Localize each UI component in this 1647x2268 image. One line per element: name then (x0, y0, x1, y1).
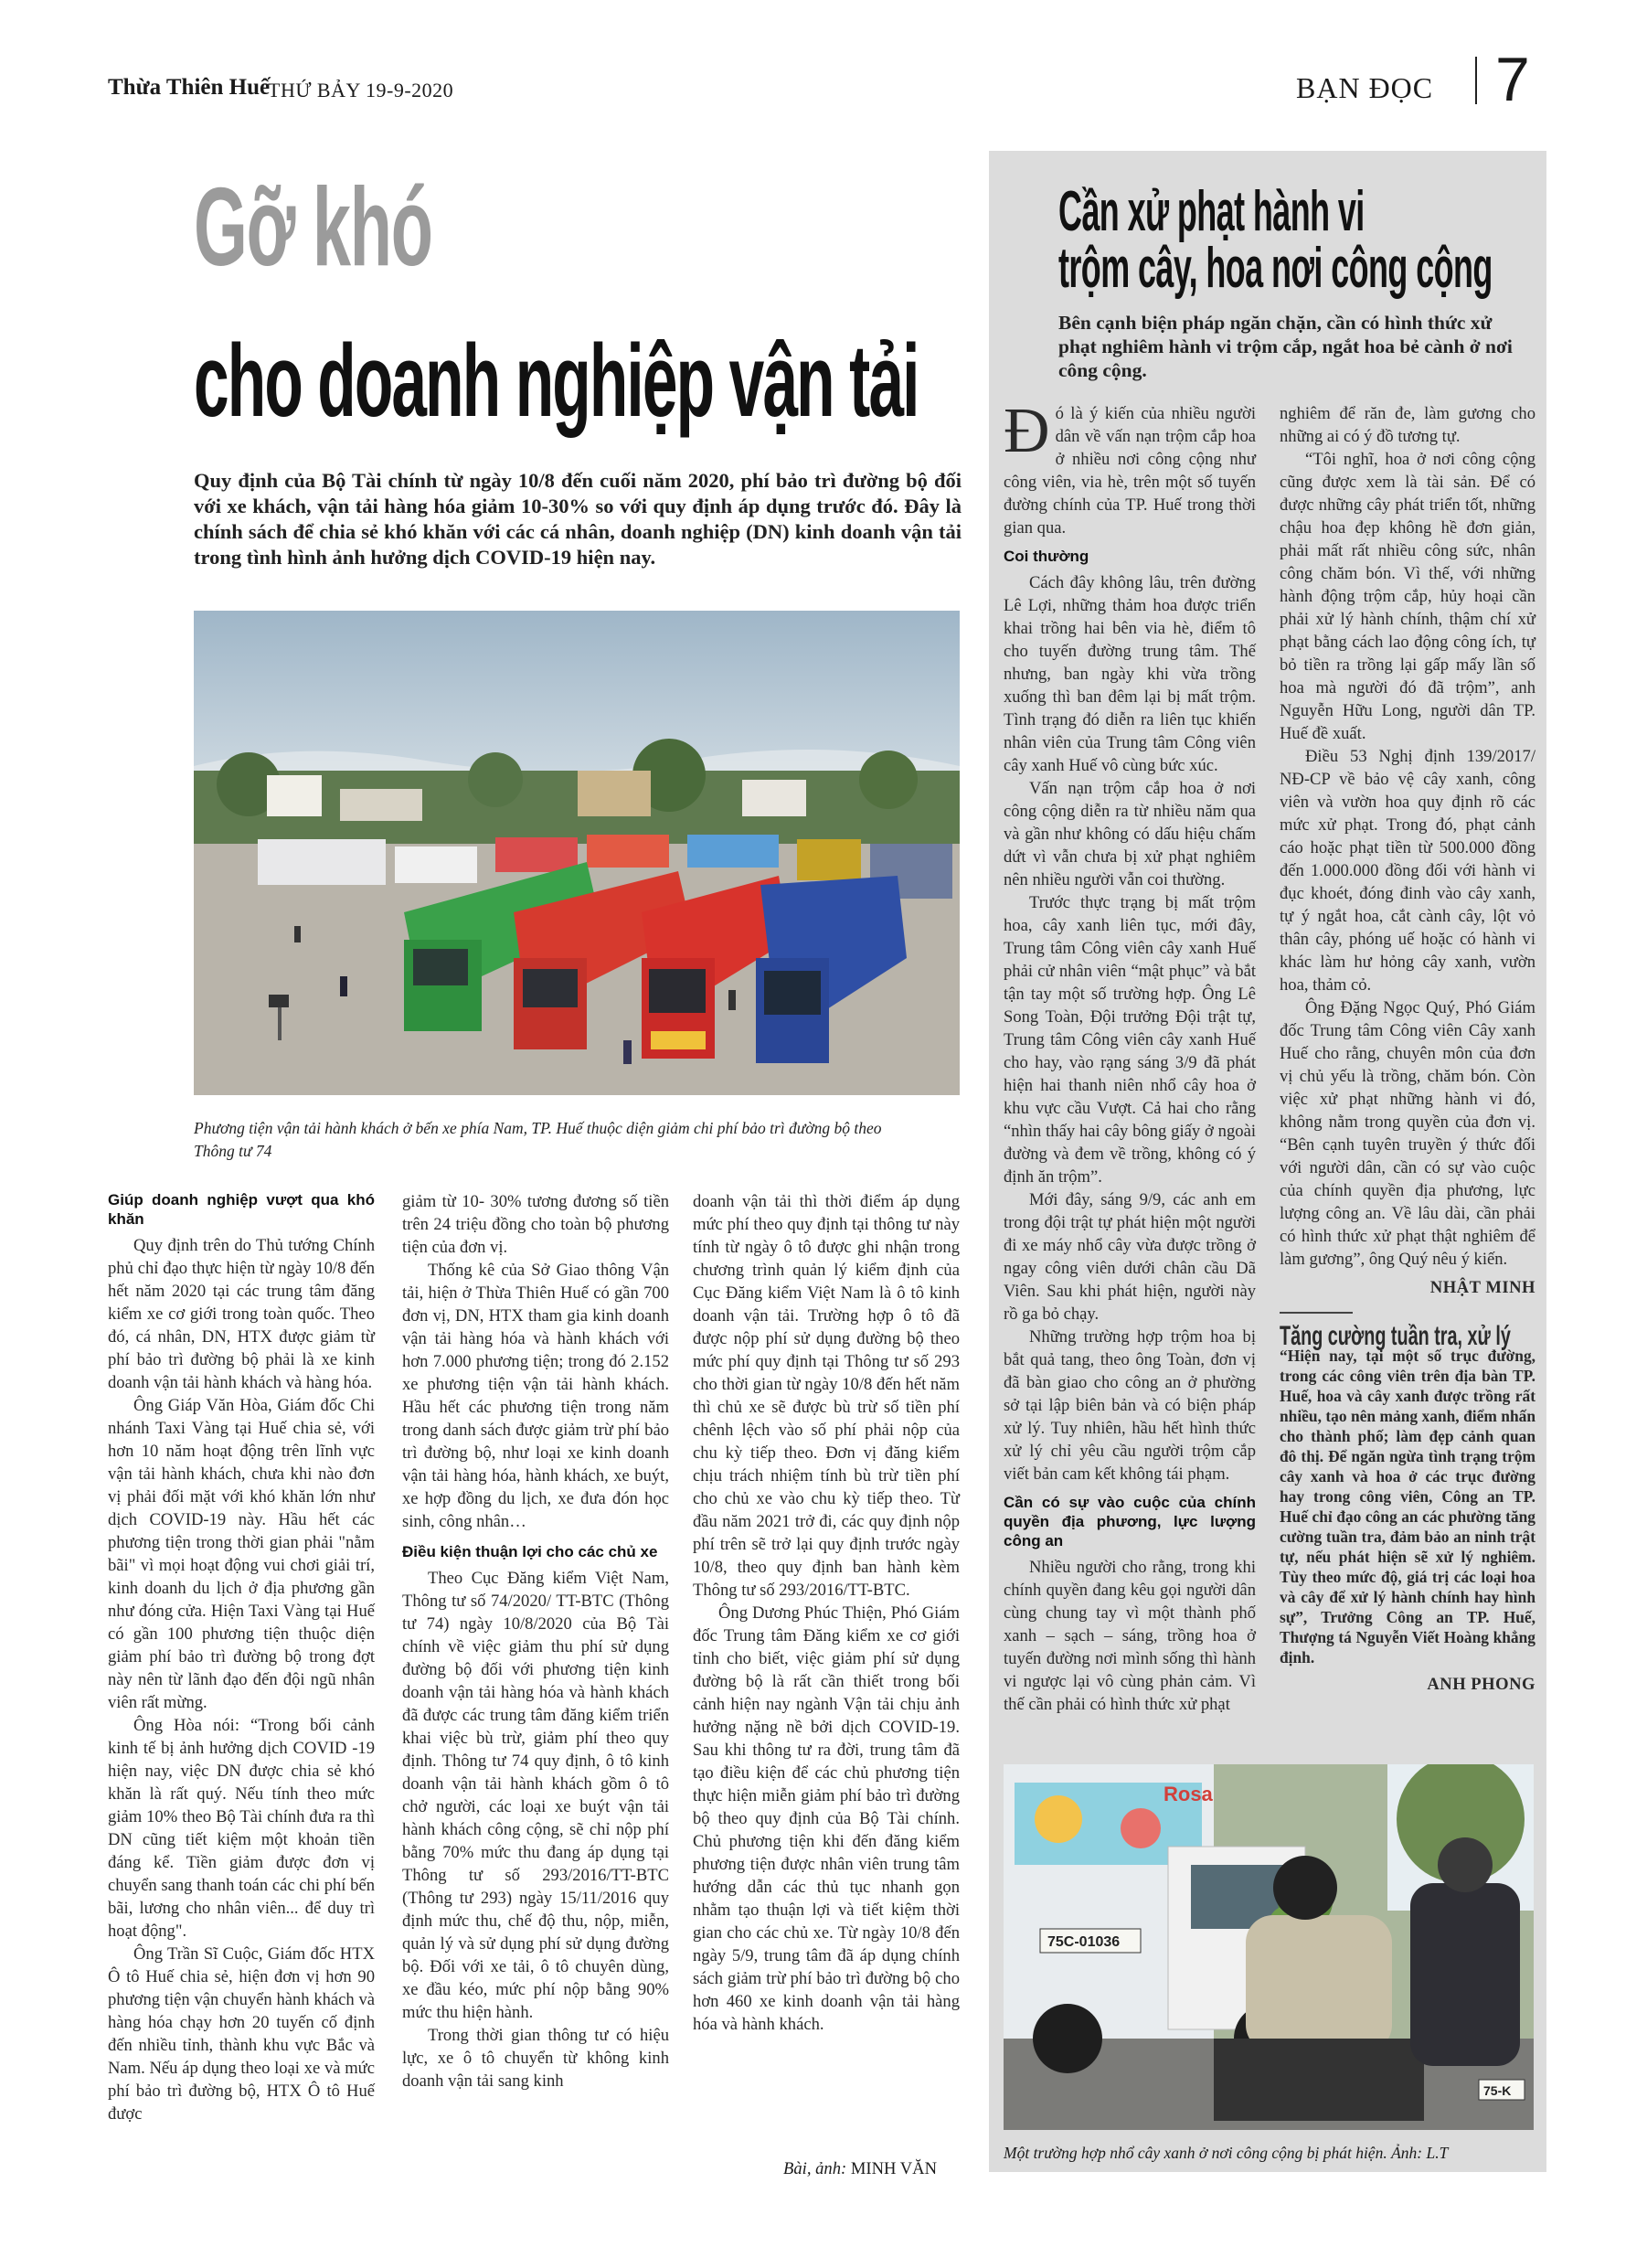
paragraph: Quy định trên do Thủ tướng Chính phủ chỉ đạo thực hiện từ ngày 10/8 đến hết năm 2020 tại các trung tâm đăng kiểm xe cơ giới trong toàn quốc. Theo đó, cá nhân, DN, HTX được giảm từ phí bảo trì đường bộ phải là xe kinh doanh vận tải hành khách và hàng hóa. (108, 1236, 375, 1392)
side-column-2 (1280, 402, 1535, 1696)
moto-plate-text: 75-K (1483, 2083, 1512, 2098)
main-column-2 (402, 1190, 669, 2092)
side-lead: Bên cạnh biện pháp ngăn chặn, cần có hình thức xử phạt nghiêm hành vi trộm cắp, ngắt hoa bẻ cành ở nơi công cộng. (1058, 312, 1513, 381)
paragraph: Trước thực trạng bị mất trộm hoa, cây xanh liên tục, mới đây, Trung tâm Công viên cây xanh Huế phải cử nhân viên “mật phục” và bắt tận tay một số trường hợp. Ông Lê Song Toàn, Đội trưởng Đội trật tự, Trung tâm Công viên cây xanh Huế cho hay, vào rạng sáng 3/9 đã phát hiện hai thanh niên nhổ cây hoa ở khu vực cầu Vượt. Cả hai cho rằng “nhìn thấy hai cây bông giấy ở ngoài đường và đem về trồng, không có ý định ăn trộm”. (1004, 893, 1256, 1187)
side-headline-line2: trộm cây, hoa nơi công cộng (1058, 237, 1493, 300)
credit-name: MINH VĂN (850, 2159, 938, 2178)
author-anh-phong: ANH PHONG (1427, 1675, 1535, 1694)
main-lead: Quy định của Bộ Tài chính từ ngày 10/8 đến cuối năm 2020, phí bảo trì đường bộ đối với xe khách, vận tải hàng hóa giảm 10-30% so với quy định áp dụng trước đó. Đây là chính sách để chia sẻ khó khăn với các cá nhân, doanh nghiệp (DN) kinh doanh vận tải trong tình hình ảnh hưởng dịch COVID-19 hiện nay. (194, 469, 962, 569)
subhead-local-authorities: Cần có sự vào cuộc của chính quyền địa phương, lực lượng công an (1004, 1494, 1256, 1549)
subhead-support-businesses: Giúp doanh nghiệp vượt qua khó khăn (108, 1191, 375, 1228)
page-number: 7 (1495, 45, 1530, 114)
paragraph: Vấn nạn trộm cắp hoa ở nơi công cộng diễn ra từ nhiều năm qua và gần như không có dấu hiệu chấm dứt vì vẫn chưa bị xử phạt nghiêm nên nhiều người vẫn coi thường. (1004, 779, 1256, 889)
paragraph: Thống kê của Sở Giao thông Vận tải, hiện ở Thừa Thiên Huế có gần 700 đơn vị, DN, HTX tham gia kinh doanh vận tải hàng hóa và hành khách với hơn 7.000 phương tiện; trong đó 2.152 xe phương tiện vận tải hành khách. Hầu hết các phương tiện trong năm trong danh sách được giảm trừ phí bảo trì đường bộ, như loại xe kinh doanh vận tải hàng hóa, hành khách, xe buýt, xe hợp đồng du lịch, xe đưa đón học sinh, công nhân… (402, 1261, 669, 1531)
paragraph: Nhiều người cho rằng, trong khi chính quyền đang kêu gọi người dân cùng chung tay vì một thành phố xanh – sạch – sáng, trồng hoa ở tuyến đường nơi mình sống thì hành vi ngược lại vô cùng phản cảm. Vì thế cần phải có hình thức xử phạt (1004, 1558, 1256, 1714)
publication-name: Thừa Thiên Huế (108, 75, 271, 100)
main-article-credit (783, 2159, 937, 2179)
paragraph: doanh vận tải thì thời điểm áp dụng mức phí theo quy định tại thông tư này tính từ ngày ô tô được ghi nhận trong chương trình quản lý kiểm định của Cục Đăng kiểm Việt Nam là ô tô kinh doanh vận tải. Trường hợp ô tô đã được nộp phí sử dụng đường bộ theo mức phí quy định tại Thông tư số 293 cho thời gian từ ngày 10/8 đến hết năm thì chủ xe sẽ được bù trừ số tiền phí chênh lệch vào số phí phải nộp của chu kỳ tiếp theo. Đơn vị đăng kiểm chịu trách nhiệm tính bù trừ tiền phí cho chủ xe vào chu kỳ tiếp theo. Từ đầu năm 2021 trở đi, các quy định nộp phí trên sẽ trở lại quy định trước ngày 10/8, theo quy định ban hành kèm Thông tư số 293/2016/TT-BTC. (693, 1192, 960, 1600)
tree-theft-photo-caption: Một trường hợp nhổ cây xanh ở nơi công cộng bị phát hiện. Ảnh: L.T (1004, 2144, 1449, 2162)
side-headline-line1: Cần xử phạt hành vi (1058, 180, 1365, 243)
credit-label: Bài, ảnh: (783, 2159, 847, 2178)
bus-station-photo (194, 611, 960, 1095)
paragraph: Trong thời gian thông tư có hiệu lực, xe ô tô chuyển từ không kinh doanh vận tải sang kinh (402, 2026, 669, 2091)
section-name: BẠN ĐỌC (1296, 71, 1434, 104)
paragraph: giảm từ 10- 30% tương đương số tiền trên 24 triệu đồng cho toàn bộ phương tiện của đơn vị. (402, 1192, 669, 1257)
paragraph: Ông Giáp Văn Hòa, Giám đốc Chi nhánh Taxi Vàng tại Huế chia sẻ, với hơn 10 năm hoạt động trên lĩnh vực vận tải hành khách, chưa khi nào đơn vị phải đối mặt với khó khăn lớn như dịch COVID-19 này. Hầu hết các phương tiện trong thời gian phải "nằm bãi" vì mọi hoạt động vui chơi giải trí, kinh doanh du lịch ở địa phương gần như đóng cửa. Hiện Taxi Vàng tại Huế có gần 100 phương tiện thuộc diện giảm phí bảo trì đường bộ trong đợt này nên từ lãnh đạo đến đội ngũ nhân viên rất mừng. (108, 1396, 375, 1712)
issue-date: THỨ BẢY 19-9-2020 (268, 79, 454, 101)
main-column-1 (108, 1190, 375, 2125)
paragraph: Điều 53 Nghị định 139/2017/ NĐ-CP về bảo vệ cây xanh, công viên và vườn hoa quy định rõ các mức xử phạt. Trong đó, phạt cảnh cáo hoặc phạt tiền từ 500.000 đồng đến 1.000.000 đồng đối với hành vi đục khoét, đóng đinh vào cây xanh, tự ý ngắt hoa, cắt cành cây, lột vỏ thân cây, phóng uế hoặc có hành vi khác làm hư hỏng cây xanh, vườn hoa, thảm cỏ. (1280, 747, 1535, 995)
main-headline-line1: Gỡ khó (194, 165, 432, 289)
truck-plate-text: 75C-01036 (1047, 1934, 1121, 1950)
side-column-1 (1004, 396, 1256, 1716)
paragraph: Cách đây không lâu, trên đường Lê Lợi, những thảm hoa được triển khai trồng hai bên via hè, điểm tô cho tuyến đường trung tâm. Thế nhưng, ban ngày khi vừa trồng xuống thì ban đêm lại bị mất trộm. Tình trạng đó diễn ra liên tục khiến nhân viên của Trung tâm Công viên cây xanh Huế vô cùng bức xúc. (1004, 573, 1256, 775)
paragraph: nghiêm để răn đe, làm gương cho những ai có ý đồ tương tự. (1280, 404, 1535, 446)
tree-theft-photo (1004, 1764, 1534, 2130)
truck-brand-text: Rosa (1164, 1783, 1213, 1805)
header-divider (1475, 57, 1477, 104)
box-headline: Tăng cường tuần tra, xử lý (1280, 1321, 1511, 1351)
paragraph: Ông Hòa nói: “Trong bối cảnh kinh tế bị ảnh hưởng dịch COVID -19 hiện nay, việc DN được chia sẻ khó khăn là rất quý. Nếu tính theo mức giảm 10% theo Bộ Tài chính đưa ra thì DN cũng tiết kiệm một khoản tiền đáng kể. Tiền giảm được đơn vị chuyển sang thanh toán các chi phí bến bãi, lương cho nhân viên... để duy trì hoạt động". (108, 1716, 375, 1941)
paragraph: Những trường hợp trộm hoa bị bắt quả tang, theo ông Toàn, đơn vị đã bàn giao cho công an ở phường sở tại lập biên bản và có biện pháp xử lý. Tuy nhiên, hầu hết hình thức xử lý chỉ yêu cầu người trộm cắp viết bản cam kết không tái phạm. (1004, 1327, 1256, 1484)
first-paragraph: Đó là ý kiến của nhiều người dân về vấn nạn trộm cắp hoa ở nhiều nơi công cộng như công viên, via hè, trên một số tuyến đường chính của TP. Huế trong thời gian qua. (1004, 396, 1256, 538)
bus-station-photo-caption: Phương tiện vận tải hành khách ở bến xe phía Nam, TP. Huế thuộc diện giảm chi phí bảo trì đường bộ theo Thông tư 74 (194, 1119, 882, 1160)
paragraph: Mới đây, sáng 9/9, các anh em trong đội trật tự phát hiện một người đi xe máy nhổ cây vừa được trồng ở ngay công viên dưới chân cầu Dã Viên. Sau khi phát hiện, người này rồ ga bỏ chạy. (1004, 1190, 1256, 1324)
divider (1280, 1312, 1353, 1314)
paragraph: Theo Cục Đăng kiểm Việt Nam, Thông tư số 74/2020/ TT-BTC (Thông tư 74) ngày 10/8/2020 của Bộ Tài chính về việc giảm thu phí sử dụng đường bộ đối với phương tiện kinh doanh vận tải hàng hóa và hành khách đã được các trung tâm đăng kiểm triển khai việc bù trừ, giảm phí theo quy định. Thông tư 74 quy định, ô tô kinh doanh vận tải hành khách gồm ô tô chở người, các loại xe buýt vận tải hành khách công cộng, sẽ chỉ nộp phí bằng 70% mức thu đang áp dụng tại Thông tư số 293/2016/TT-BTC (Thông tư 293) ngày 15/11/2016 quy định mức thu, chế độ thu, nộp, miễn, quản lý và sử dụng phí sử dụng đường bộ. Đối với xe tải, ô tô chuyên dùng, xe đầu kéo, mức phí nộp bằng 90% mức thu hiện hành. (402, 1569, 669, 2022)
paragraph: Ông Dương Phúc Thiện, Phó Giám đốc Trung tâm Đăng kiểm xe cơ giới tỉnh cho biết, việc giảm phí sử dụng đường bộ là rất cần thiết trong bối cảnh hiện nay ngành Vận tải chịu ảnh hưởng nặng nề bởi dịch COVID-19. Sau khi thông tư ra đời, trung tâm đã tạo điều kiện để các chủ phương tiện thực hiện miễn giảm phí bảo trì đường bộ theo quy định của Bộ Tài chính. Chủ phương tiện khi đến đăng kiểm phương tiện được nhân viên trung tâm hướng dẫn các thủ tục nhanh gọn nhằm tạo thuận lợi và tiết kiệm thời gian cho các chủ xe. Từ ngày 10/8 đến ngày 5/9, trung tâm đã áp dụng chính sách giảm trừ phí bảo trì đường bộ cho hơn 460 xe kinh doanh vận tải hàng hóa và hành khách. (693, 1603, 960, 2034)
subhead-favorable-conditions: Điều kiện thuận lợi cho các chủ xe (402, 1543, 658, 1560)
main-headline-line2: cho doanh nghiệp vận tải (194, 324, 919, 438)
dropcap: Đ (1004, 396, 1050, 466)
paragraph: Ông Đặng Ngọc Quý, Phó Giám đốc Trung tâm Công viên Cây xanh Huế cho rằng, chuyên môn của đơn vị chủ yếu là trồng, chăm bón. Còn việc xử phạt những hành vi đó, không nằm trong quyền của đơn vị. “Bên cạnh tuyên truyền ý thức đối với người dân, cần có sự vào cuộc của chính quyền địa phương, lực lượng công an. Về lâu dài, cần phải có hình thức xử phạt thật nghiêm để làm gương”, ông Quý nêu ý kiến. (1280, 998, 1535, 1269)
subhead-disregard: Coi thường (1004, 548, 1089, 565)
main-column-3 (693, 1190, 960, 2036)
paragraph: “Tôi nghĩ, hoa ở nơi công cộng cũng được xem là tài sản. Để có được những cây phát triển tốt, những chậu hoa đẹp không hề đơn giản, phải mất rất nhiều công sức, nhân công chăm bón. Vì thế, với những hành động trộm cắp, hủy hoại cần phải xử lý hành chính, thậm chí xử phạt bằng cách lao động công ích, tự bỏ tiền ra trồng lại gấp mấy lần số hoa mà người đó đã trộm”, anh Nguyễn Hữu Long, người dân TP. Huế đề xuất. (1280, 450, 1535, 743)
paragraph: Ông Trần Sĩ Cuộc, Giám đốc HTX Ô tô Huế chia sẻ, hiện đơn vị hơn 90 phương tiện vận chuyển hành khách và hàng hóa chạy hơn 20 tuyến cố định đến nhiều tỉnh, thành khu vực Bắc và Nam. Nếu áp dụng theo loại xe và mức phí bảo trì đường bộ, HTX Ô tô Huế được (108, 1944, 375, 2124)
author-nhat-minh: NHẬT MINH (1429, 1278, 1535, 1297)
box-quote: “Hiện nay, tại một số trục đường, trong các công viên trên địa bàn TP. Huế, hoa và cây xanh được trồng rất nhiều, tạo nên mảng xanh, điểm nhấn cho thành phố; làm đẹp cảnh quan đô thị. Để ngăn ngừa tình trạng trộm cây xanh và hoa ở các trục đường hay trong công viên, Công an TP. Huế chỉ đạo công an các phường tăng cường tuần tra, đảm bảo an ninh trật tự, nếu phát hiện sẽ xử lý nghiêm. Tùy theo mức độ, giá trị các loại hoa và cây để xử lý hành chính hay hình sự”, Trưởng Công an TP. Huế, Thượng tá Nguyễn Viết Hoàng khẳng định. (1280, 1347, 1535, 1666)
